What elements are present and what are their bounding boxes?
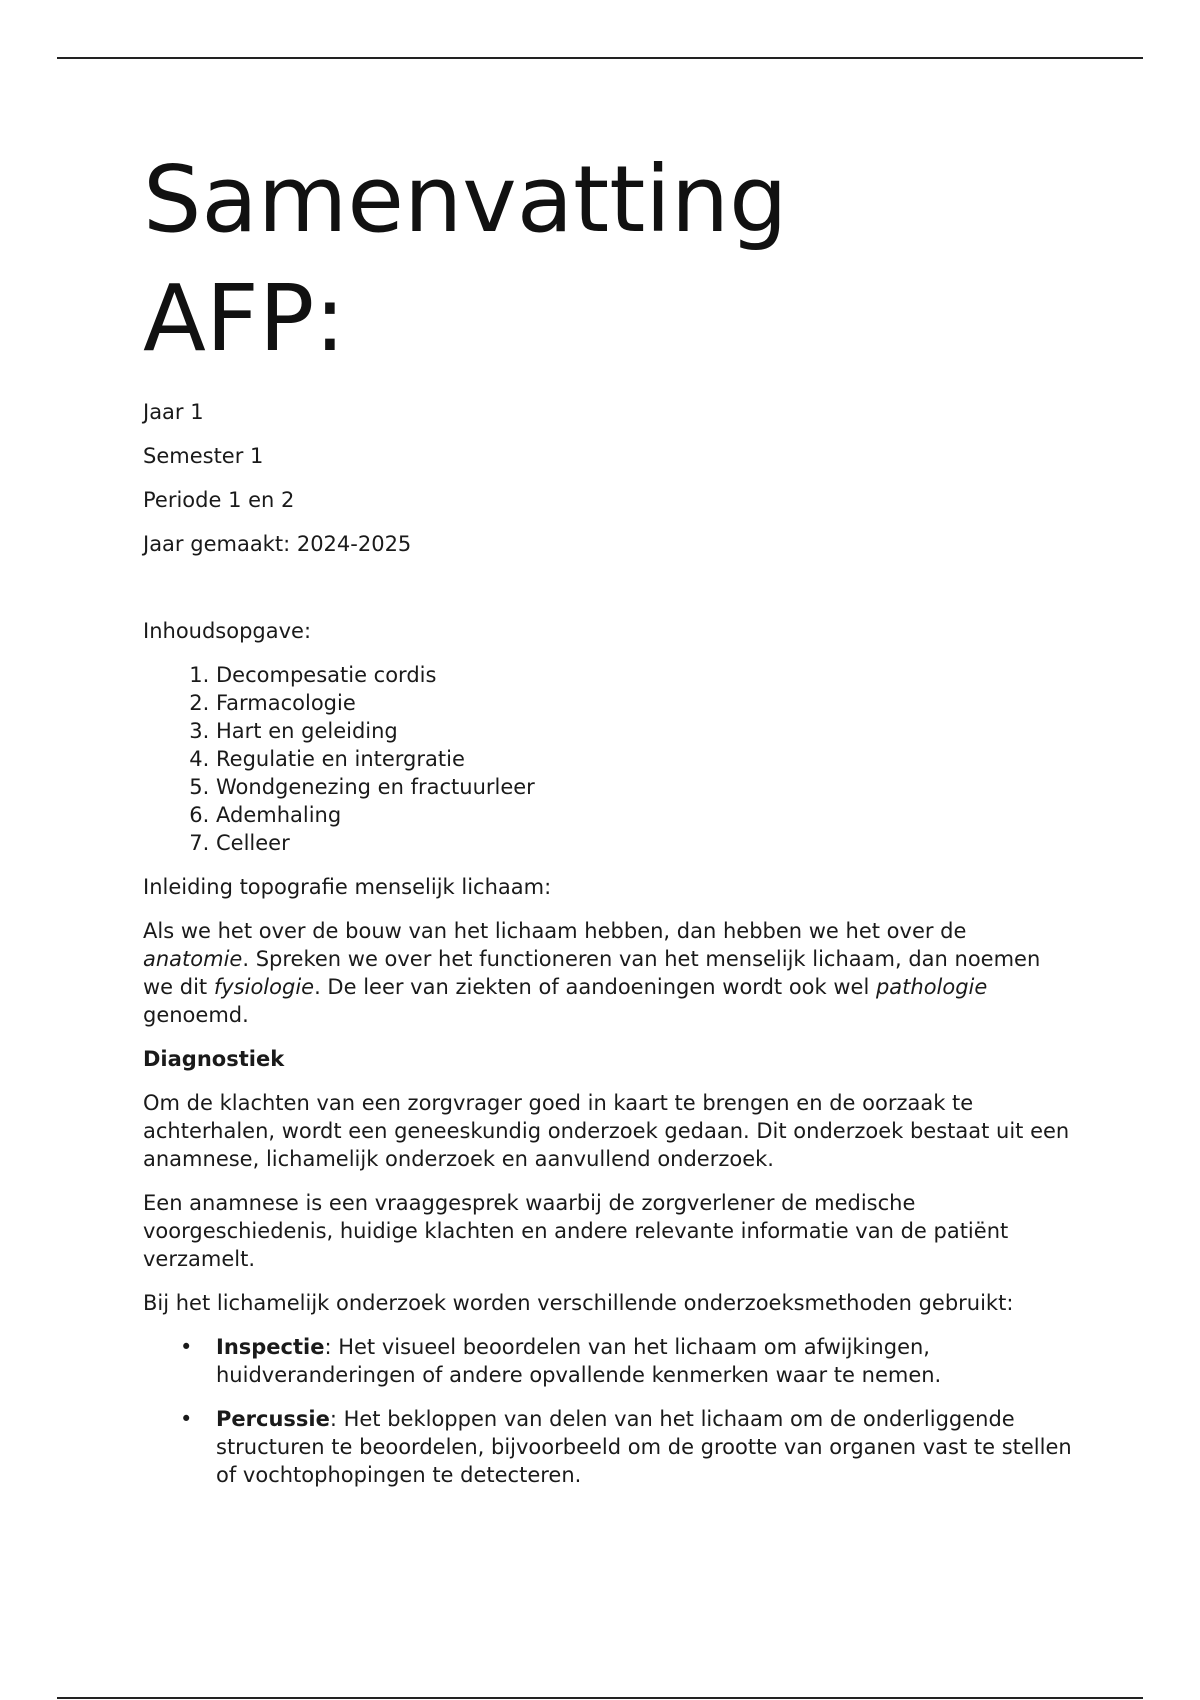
toc-item: 4. Regulatie en intergratie [216, 745, 1073, 773]
term-fysiologie: fysiologie [213, 975, 315, 999]
toc-item: 1. Decompesatie cordis [216, 661, 1073, 689]
intro-text-a: Als we het over de bouw van het lichaam hebben, dan hebben we het over de [143, 919, 967, 943]
spacer [143, 574, 1073, 617]
document-page [143, 140, 1073, 1505]
methods-list [143, 1333, 1073, 1489]
bullet-icon: • [180, 1407, 193, 1431]
intro-paragraph [143, 917, 1073, 1029]
toc-label: Inhoudsopgave: [143, 619, 312, 643]
intro-text-b: . Spreken we over het functioneren van het menselijk lichaam, dan noemen we dit [143, 947, 1041, 999]
toc-item: 3. Hart en geleiding [216, 717, 1073, 745]
intro-heading: Inleiding topografie menselijk lichaam: [143, 875, 552, 899]
term-pathologie: pathologie [875, 975, 988, 999]
meta-period: Periode 1 en 2 [143, 488, 295, 512]
title-line-1: Samenvatting [143, 146, 788, 253]
method-text: : Het visueel beoordelen van het lichaam om afwijkingen, huidveranderingen of andere opvallende kenmerken waar te nemen. [216, 1335, 942, 1387]
diagnostiek-paragraph-3: Bij het lichamelijk onderzoek worden verschillende onderzoeksmethoden gebruikt: [143, 1291, 1014, 1315]
section-heading-diagnostiek: Diagnostiek [143, 1047, 285, 1071]
meta-year: Jaar 1 [143, 400, 204, 424]
bottom-rule [57, 1697, 1143, 1699]
document-meta [143, 398, 1073, 558]
meta-semester: Semester 1 [143, 444, 264, 468]
bullet-icon: • [180, 1335, 193, 1359]
toc-list [143, 661, 1073, 857]
intro-text-d: genoemd. [143, 1003, 249, 1027]
method-item-percussie [180, 1405, 1073, 1489]
toc-item: 2. Farmacologie [216, 689, 1073, 717]
term-anatomie: anatomie [143, 947, 243, 971]
meta-made: Jaar gemaakt: 2024-2025 [143, 532, 412, 556]
method-item-inspectie [180, 1333, 1073, 1389]
toc-item: 6. Ademhaling [216, 801, 1073, 829]
intro-text-c: . De leer van ziekten of aandoeningen wordt ook wel [314, 975, 876, 999]
top-rule [57, 57, 1143, 59]
document-title [143, 140, 1073, 378]
title-line-2: AFP: [143, 265, 346, 372]
diagnostiek-paragraph-2: Een anamnese is een vraaggesprek waarbij de zorgverlener de medische voorgeschiedenis, huidige klachten en andere relevante informatie van de patiënt verzamelt. [143, 1191, 1009, 1271]
method-text: : Het bekloppen van delen van het lichaam om de onderliggende structuren te beoordelen, bijvoorbeeld om de grootte van organen vast te stellen of vochtophopingen te detecteren. [216, 1407, 1072, 1487]
toc-item: 7. Celleer [216, 829, 1073, 857]
method-term: Inspectie [216, 1335, 325, 1359]
method-term: Percussie [216, 1407, 330, 1431]
diagnostiek-paragraph-1: Om de klachten van een zorgvrager goed in kaart te brengen en de oorzaak te achterhalen, wordt een geneeskundig onderzoek gedaan. Dit onderzoek bestaat uit een anamnese, lichamelijk onderzoek en aanvullend onderzoek. [143, 1091, 1070, 1171]
toc-item: 5. Wondgenezing en fractuurleer [216, 773, 1073, 801]
